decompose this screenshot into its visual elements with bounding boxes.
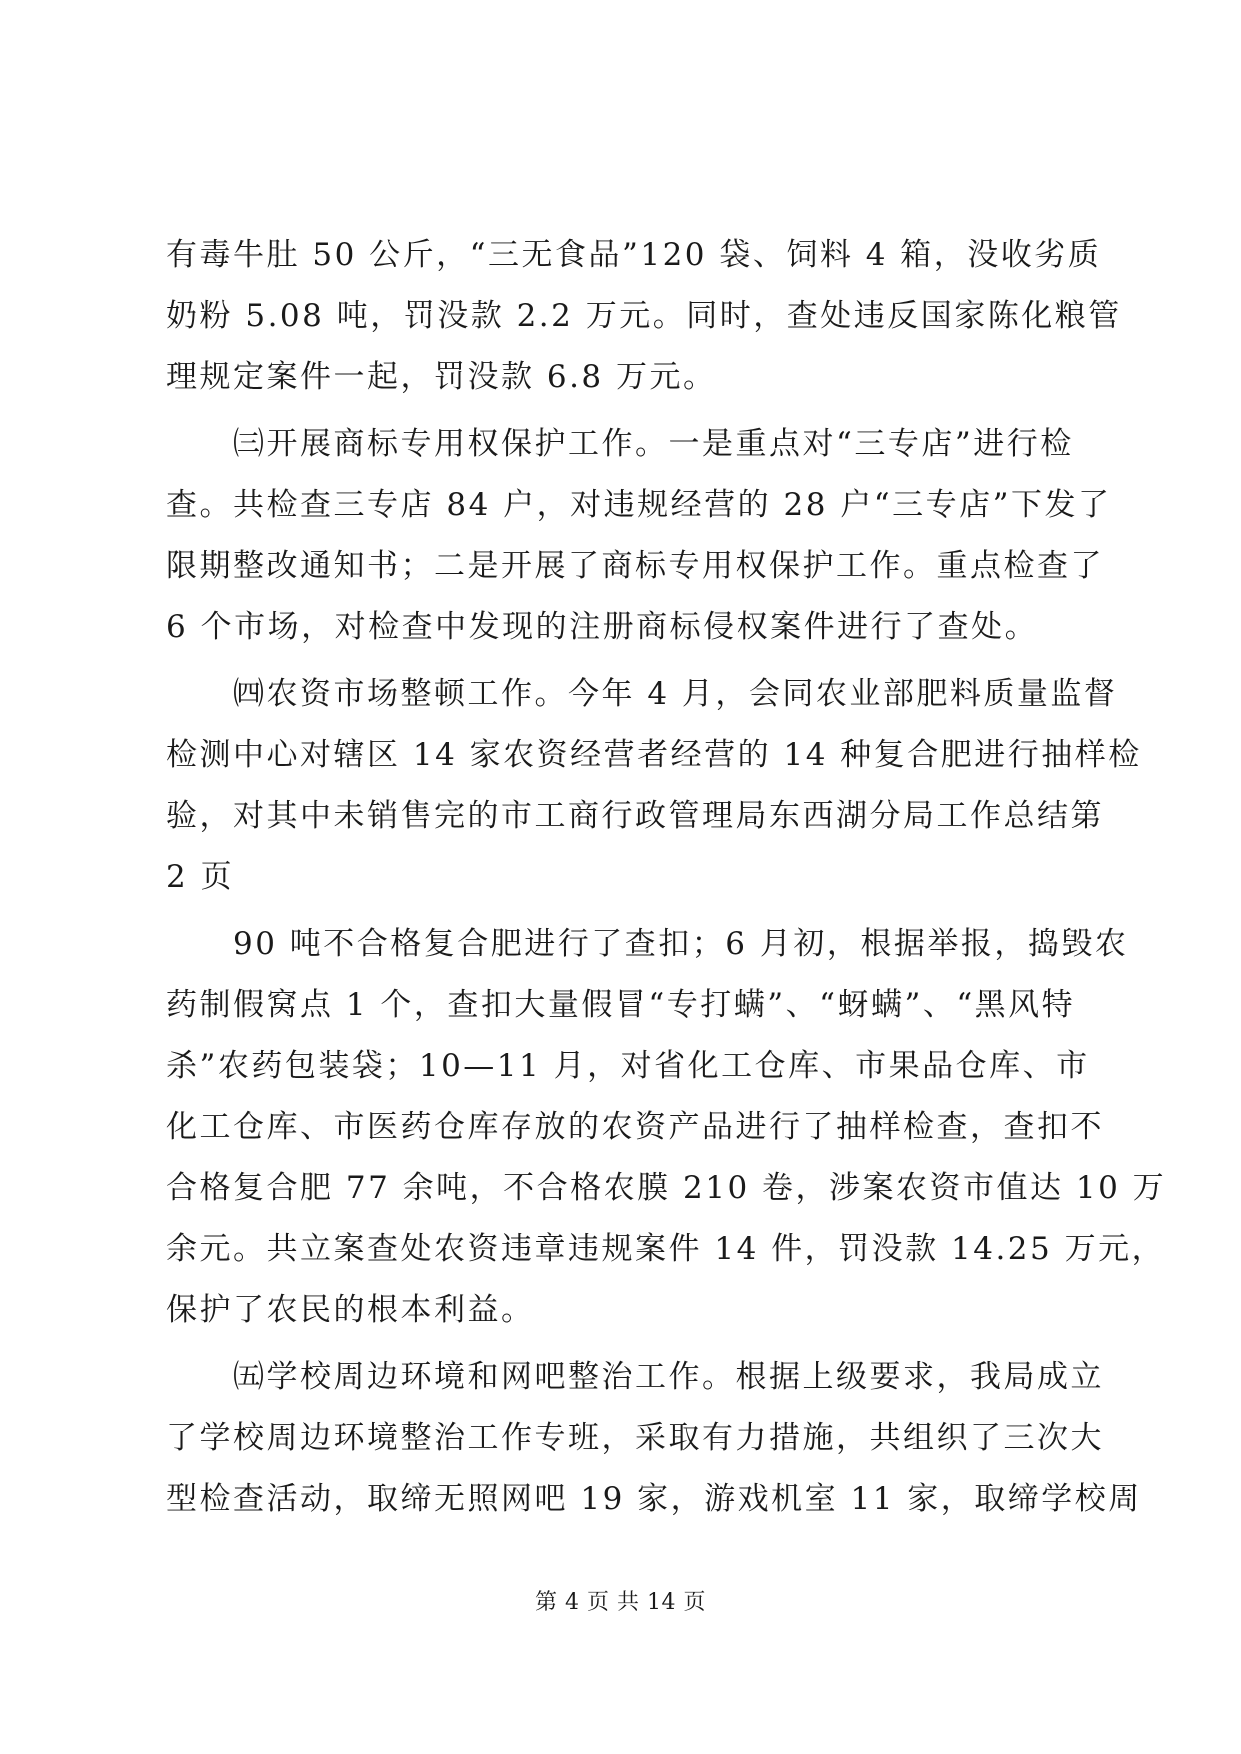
text-line: 了学校周边环境整治工作专班，采取有力措施，共组织了三次大 (166, 1420, 1104, 1456)
text-line: 有毒牛肚 50 公斤，“三无食品”120 袋、饲料 4 箱，没收劣质 (166, 237, 1102, 273)
text-line: 药制假窝点 1 个，查扣大量假冒“专打螨”、“蚜螨”、“黑风特 (166, 987, 1076, 1023)
page-footer: 第 4 页 共 14 页 (535, 1590, 706, 1615)
text-line: ㈤学校周边环境和网吧整治工作。根据上级要求，我局成立 (166, 1359, 1104, 1395)
text-line: ㈢开展商标专用权保护工作。一是重点对“三专店”进行检 (166, 426, 1074, 462)
text-line: 奶粉 5.08 吨，罚没款 2.2 万元。同时，查处违反国家陈化粮管 (166, 298, 1122, 334)
text-line: 6 个市场，对检查中发现的注册商标侵权案件进行了查处。 (166, 609, 1039, 645)
text-line: 限期整改通知书；二是开展了商标专用权保护工作。重点检查了 (166, 548, 1104, 584)
text-line: 合格复合肥 77 余吨，不合格农膜 210 卷，涉案农资市值达 10 万 (166, 1170, 1167, 1206)
text-line: 化工仓库、市医药仓库存放的农资产品进行了抽样检查，查扣不 (166, 1109, 1104, 1145)
text-line: 保护了农民的根本利益。 (166, 1292, 535, 1328)
text-line: 验，对其中未销售完的市工商行政管理局东西湖分局工作总结第 (166, 798, 1104, 834)
text-line: 理规定案件一起，罚没款 6.8 万元。 (166, 359, 717, 395)
text-line: 检测中心对辖区 14 家农资经营者经营的 14 种复合肥进行抽样检 (166, 737, 1142, 773)
text-line: ㈣农资市场整顿工作。今年 4 月，会同农业部肥料质量监督 (166, 676, 1118, 712)
text-line: 杀”农药包装袋；10—11 月，对省化工仓库、市果品仓库、市 (166, 1048, 1090, 1084)
text-line: 2 页 (166, 859, 235, 895)
text-line: 余元。共立案查处农资违章违规案件 14 件，罚没款 14.25 万元， (166, 1231, 1166, 1267)
text-line: 90 吨不合格复合肥进行了查扣；6 月初，根据举报，捣毁农 (166, 926, 1129, 962)
body-text (166, 225, 1167, 1530)
text-line: 查。共检查三专店 84 户，对违规经营的 28 户“三专店”下发了 (166, 487, 1112, 523)
text-line: 型检查活动，取缔无照网吧 19 家，游戏机室 11 家，取缔学校周 (166, 1481, 1142, 1517)
